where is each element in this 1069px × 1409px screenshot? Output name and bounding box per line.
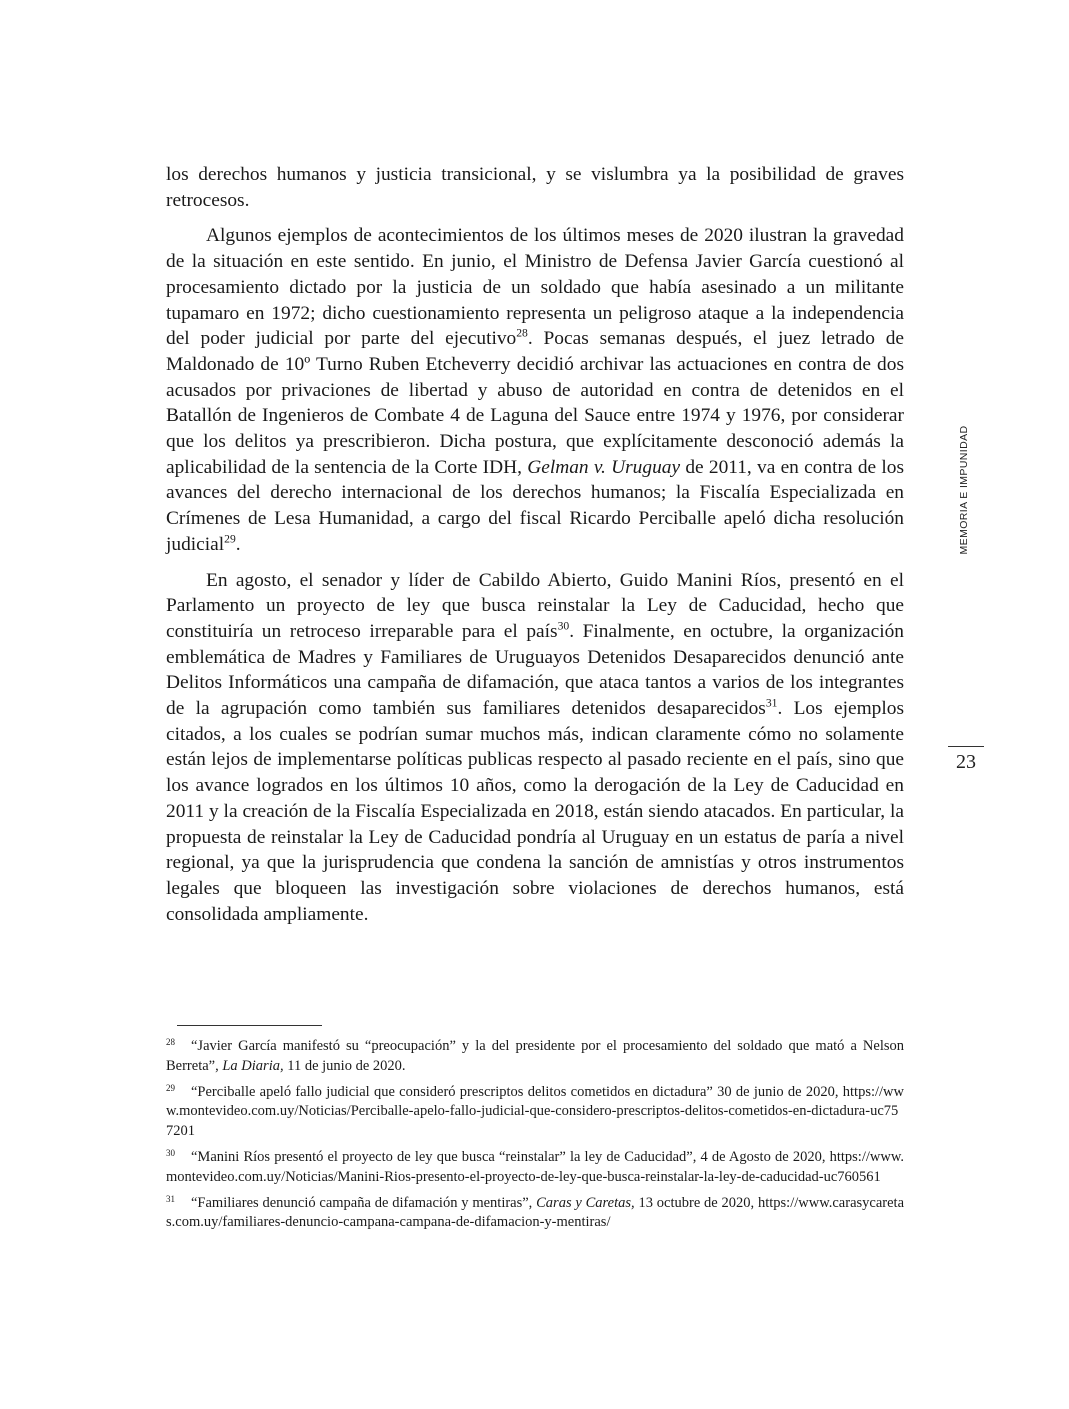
- footnotes: [166, 1033, 904, 1235]
- footnote-number: 30: [166, 1147, 175, 1158]
- footnote-number: 31: [166, 1193, 175, 1204]
- paragraph-3: [166, 568, 904, 928]
- page-number-rule: [948, 746, 984, 747]
- paragraph-text: En agosto, el senador y líder de Cabildo Abierto, Guido Manini Ríos, presentó en el Parlamento un proyecto de ley que busca reinstalar la Ley de Caducidad, hecho que constituiría un retroceso irreparable para el país: [166, 569, 904, 642]
- paragraph-text: . Pocas semanas después, el juez letrado de Maldonado de 10º Turno Ruben Etcheverry decidió archivar las actuaciones en contra de dos acusados por privaciones de libertad y abuso de autoridad en contra de detenidos en el Batallón de Ingenieros de Combate 4 de Laguna del Sauce entre 1974 y 1976, por considerar que los delitos ya prescribieron. Dicha postura, que explícitamente desconoció además la aplicabilidad de la sentencia de la Corte IDH,: [166, 328, 904, 478]
- footnote-text: “Javier García manifestó su “preocupación” y la del presidente por el procesamiento del soldado que mató a Nelson Berreta”,: [166, 1038, 904, 1074]
- running-head: MEMORIA E IMPUNIDAD: [958, 425, 970, 555]
- footnote-ref-29[interactable]: 29: [224, 532, 236, 546]
- footnote-31: [166, 1190, 904, 1234]
- footnote-text: 13 octubre de 2020, https://www.carasycaretas.com.uy/familiares-denuncio-campana-campana-de-difamacion-y-mentiras/: [166, 1194, 904, 1231]
- footnote-separator: [177, 1025, 322, 1026]
- footnote-number: 29: [166, 1082, 175, 1093]
- footnote-text: “Manini Ríos presentó el proyecto de ley que busca “reinstalar” la ley de Caducidad”, 4 de Agosto de 2020, https://www.montevideo.com.uy/Noticias/Manini-Rios-presento-el-proyecto-de-ley-que-busca-reinstalar-la-ley-de-caducidad-uc760561: [166, 1148, 904, 1185]
- page-number: 23: [956, 751, 976, 773]
- footnote-30: [166, 1144, 904, 1188]
- footnote-ref-30[interactable]: 30: [557, 619, 570, 633]
- footnote-number: 28: [166, 1037, 175, 1047]
- paragraph-text: los derechos humanos y justicia transicional, y se vislumbra ya la posibilidad de graves retrocesos.: [166, 164, 904, 211]
- footnote-28: [166, 1033, 904, 1077]
- paragraph-text: . Los ejemplos citados, a los cuales se podrían sumar muchos más, indican claramente cómo no solamente están lejos de implementarse políticas publicas respecto al pasado reciente en el país, sino que los avance logrados en los últimos 10 años, como la derogación de la Ley de Caducidad en 2011 y la creación de la Fiscalía Especializada en 2018, están siendo atacados. En particular, la propuesta de reinstalar la Ley de Caducidad pondría al Uruguay en un estatus de paría a nivel regional, ya que la jurisprudencia que condena la sanción de amnistías y otros instrumentos legales que bloqueen las investigación sobre violaciones de derechos humanos, está consolidada ampliamente.: [166, 698, 904, 925]
- footnote-ref-28[interactable]: 28: [516, 326, 528, 340]
- publication-italic: La Diaria,: [222, 1057, 284, 1074]
- footnote-text: “Perciballe apeló fallo judicial que consideró prescriptos delitos cometidos en dictadura” 30 de junio de 2020, https://www.montevideo.com.uy/Noticias/Perciballe-apelo-fallo-judicial-que-considero-prescriptos-delitos-cometidos-en-dictadura-uc757201: [166, 1083, 904, 1140]
- publication-italic: Caras y Caretas,: [536, 1194, 635, 1211]
- footnote-29: [166, 1079, 904, 1142]
- paragraph-2: [166, 223, 904, 557]
- paragraph-text: . Finalmente, en octubre, la organización emblemática de Madres y Familiares de Uruguayos Detenidos Desaparecidos denunció ante Delitos Informáticos una campaña de difamación, que ataca tantos a varios de los integrantes de la agrupación como también sus familiares detenidos desaparecidos: [166, 620, 904, 720]
- paragraph-text: Algunos ejemplos de acontecimientos de los últimos meses de 2020 ilustran la gravedad de la situación en este sentido. En junio, el Ministro de Defensa Javier García cuestionó al procesamiento dictado por la justicia de un soldado que había asesinado a un militante tupamaro en 1972; dicho cuestionamiento representa un peligroso ataque a la independencia del poder judicial por parte del ejecutivo: [166, 225, 904, 350]
- case-name-italic: Gelman v. Uruguay: [527, 456, 681, 478]
- paragraph-1: [166, 162, 904, 213]
- main-text: [166, 162, 904, 937]
- footnote-text: 11 de junio de 2020.: [283, 1057, 406, 1074]
- footnote-text: “Familiares denunció campaña de difamación y mentiras”,: [191, 1194, 537, 1211]
- paragraph-text: de 2011, va en contra de los avances del derecho internacional de los derechos humanos; la Fiscalía Especializada en Crímenes de Lesa Humanidad, a cargo del fiscal Ricardo Perciballe apeló dicha resolución judicial: [166, 456, 904, 555]
- paragraph-text: .: [235, 533, 241, 555]
- footnote-ref-31[interactable]: 31: [765, 696, 778, 710]
